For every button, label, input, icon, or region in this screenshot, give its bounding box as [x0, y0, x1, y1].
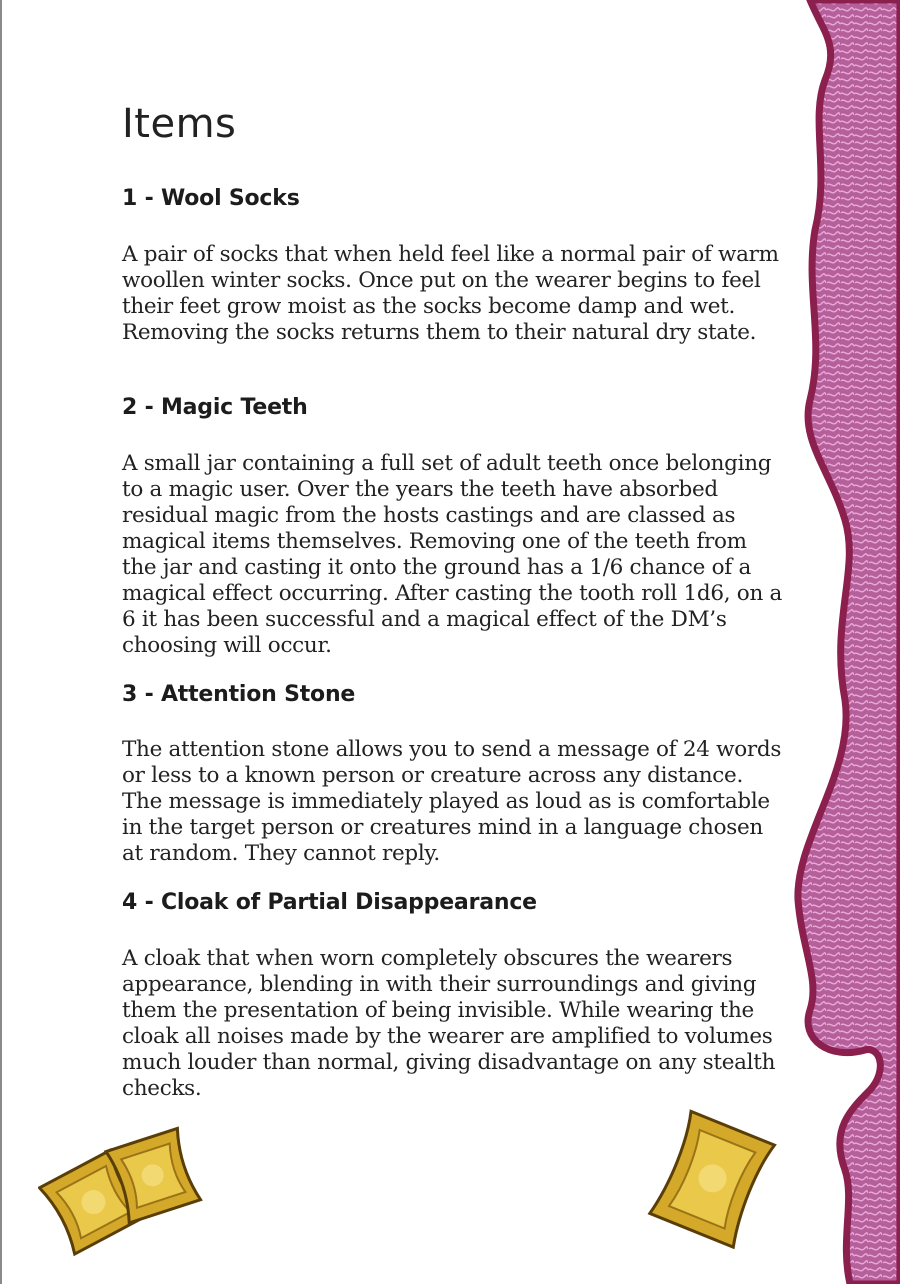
page-content [122, 98, 787, 1101]
item-heading-attention-stone: 3 - Attention Stone [122, 682, 356, 707]
item-heading-wool-socks: 1 - Wool Socks [122, 186, 300, 211]
gold-scroll-icon [38, 1112, 208, 1262]
item-description-magic-teeth: A small jar containing a full set of adult teeth once belonging to a magic user. Over the years the teeth have absorbed residual magic from the hosts castings and are classed as magical items themselves. Removing one of the teeth from the jar and casting it onto the ground has a 1/6 chance of a magical effect occurring. After casting the tooth roll 1d6, on a 6 it has been successful and a magical effect of the DM’s choosing will occur. [122, 451, 783, 658]
item-heading-magic-teeth: 2 - Magic Teeth [122, 395, 308, 420]
item-heading-cloak: 4 - Cloak of Partial Disappearance [122, 890, 537, 915]
decorative-border-pattern [770, 0, 900, 1284]
item-description-attention-stone: The attention stone allows you to send a message of 24 words or less to a known person or creature across any distance. The message is immediately played as loud as is comfortable in the target person or creatures mind in a language chosen at random. They cannot reply. [122, 737, 782, 866]
item-description-cloak: A cloak that when worn completely obscures the wearers appearance, blending in with their surroundings and giving them the presentation of being invisible. While wearing the cloak all noises made by the wearer are amplified to volumes much louder than normal, giving disadvantage on any stealth checks. [122, 946, 776, 1101]
item-description-wool-socks: A pair of socks that when held feel like a normal pair of warm woollen winter socks. Once put on the wearer begins to feel their feet grow moist as the socks become damp and wet. Removing the socks returns them to their natural dry state. [122, 242, 779, 345]
gold-scroll-icon-right [632, 1105, 797, 1255]
page-edge [0, 0, 2, 1284]
page-title: Items [122, 101, 237, 147]
